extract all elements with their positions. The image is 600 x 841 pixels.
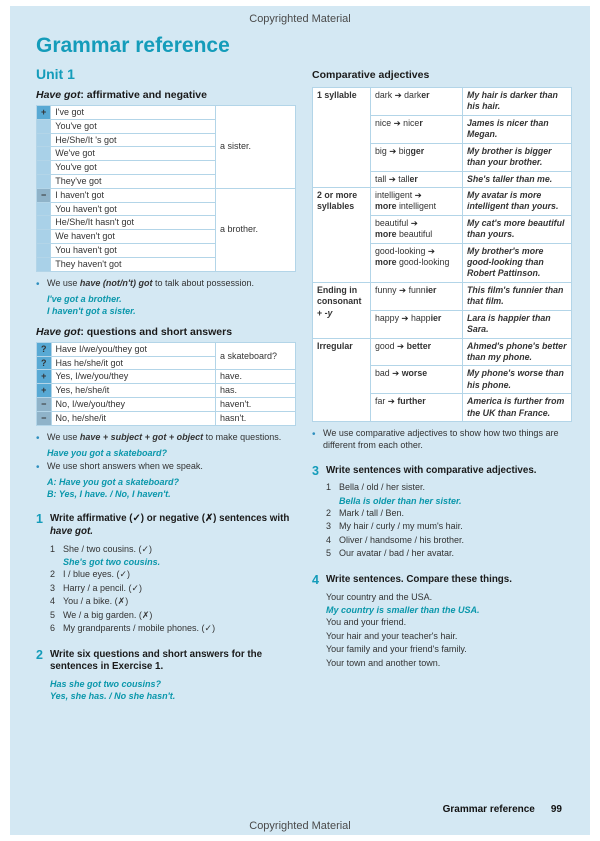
item-text: Oliver / handsome / his brother.: [338, 534, 465, 545]
example-answer: Has she got two cousins?: [49, 679, 161, 690]
form-cell: [371, 243, 463, 282]
comp-part: more: [375, 201, 397, 212]
base-line: [375, 246, 458, 257]
exercise-item: [50, 595, 296, 609]
left-column: [36, 66, 296, 702]
arrow-icon: ➔: [387, 396, 395, 407]
exercise-body: [326, 574, 572, 670]
arrow-icon: ➔: [427, 245, 435, 256]
exercise-number: 1: [36, 512, 43, 527]
table-row: [37, 384, 296, 398]
item-number: 4: [49, 596, 55, 607]
comp-part: funn: [408, 284, 426, 295]
table-row: [313, 282, 572, 310]
pronoun-cell: He/She/It hasn't got: [51, 216, 216, 230]
form-cell: [371, 366, 463, 394]
item-number: 5: [49, 609, 55, 620]
base-adjective: intelligent: [375, 189, 413, 200]
arrow-icon: ➔: [389, 145, 397, 156]
exercise-item: [326, 481, 572, 495]
example-sentence: My cat's more beautiful than yours.: [463, 215, 572, 243]
note-part: have + subject + got + object: [79, 431, 204, 442]
question-marker: ?: [37, 356, 52, 370]
form-cell: [371, 171, 463, 187]
copyright-notice-bottom: Copyrighted Material: [249, 820, 351, 832]
usage-notes: [312, 428, 572, 451]
comp-part: good-looking: [396, 257, 450, 268]
comparative-word: [403, 118, 423, 128]
example-sentence: James is nicer than Megan.: [463, 115, 572, 143]
example-sentence: My brother's more good-looking than Robert Pattinson.: [463, 243, 572, 282]
exercise-title: Write sentences. Compare these things.: [325, 573, 512, 585]
table-row: [313, 88, 572, 116]
minus-marker: −: [37, 398, 52, 412]
note-text: We use short answers when we speak.: [47, 460, 203, 471]
note-text: [47, 278, 254, 291]
marker-band: [37, 230, 51, 244]
example-answer: A: Have you got a skateboard?: [47, 476, 180, 487]
table-row: [37, 342, 296, 356]
exercise-item: [50, 543, 296, 557]
exercise-4: [312, 574, 572, 670]
usage-notes: [36, 278, 296, 291]
exercise-title: Write sentences with comparative adjectives.: [325, 464, 537, 476]
marker-band: [37, 133, 51, 147]
base-adjective: tall: [375, 173, 387, 184]
exercise-title: [50, 513, 296, 538]
phrase-cell: Have I/we/you/they got: [51, 342, 216, 356]
section-heading-questions: [36, 326, 296, 338]
comparative-adjectives-table: [312, 87, 572, 422]
prompt-line: Your country and the USA.: [325, 591, 433, 602]
phrase-cell: Yes, he/she/it: [51, 384, 216, 398]
footer-label: Grammar reference: [442, 804, 535, 815]
page-number: 99: [550, 804, 562, 815]
exercise-3: [312, 465, 572, 561]
exercise-body: [50, 649, 296, 703]
title-part: have got.: [49, 525, 93, 537]
have-got-affirmative-table: [36, 105, 296, 272]
table-row: [37, 106, 296, 120]
item-text: She / two cousins. (✓): [62, 543, 153, 554]
phrase-cell: Has he/she/it got: [51, 356, 216, 370]
prompt-line: Your hair and your teacher's hair.: [325, 630, 458, 641]
object-cell: a sister.: [216, 106, 296, 189]
exercise-body: [50, 513, 296, 636]
example-answer: I haven't got a sister.: [47, 305, 136, 316]
comp-part: more: [375, 229, 397, 240]
comparative-word: [398, 174, 418, 184]
base-adjective: funny: [375, 284, 397, 295]
base-adjective: bad: [375, 368, 390, 379]
marker-band: [37, 257, 51, 271]
item-text: My grandparents / mobile phones. (✓): [62, 623, 216, 634]
heading-part: : questions and short answers: [80, 325, 233, 338]
prompt-line: Your family and your friend's family.: [325, 644, 467, 655]
table-row: [37, 411, 296, 425]
comp-part: er: [421, 90, 430, 100]
example-answer: I've got a brother.: [47, 293, 122, 304]
base-line: [375, 218, 458, 229]
comparative-word: [399, 146, 424, 156]
page-footer: [443, 804, 562, 815]
group-label: 2 or more syllables: [313, 187, 371, 282]
comp-part: ier: [425, 284, 437, 295]
short-answer-cell: haven't.: [216, 398, 296, 412]
comp-part: better: [406, 340, 432, 351]
comp-part: ier: [430, 312, 442, 323]
note-part: We use: [47, 431, 80, 442]
example-sentence: My phone's worse than his phone.: [463, 366, 572, 394]
item-text: We / a big garden. (✗): [62, 609, 153, 620]
form-cell: [371, 143, 463, 171]
marker-band: [37, 202, 51, 216]
object-cell: a skateboard?: [216, 342, 296, 370]
item-number: 3: [325, 521, 331, 532]
item-number: 2: [49, 569, 55, 580]
comp-part: ger: [410, 145, 425, 156]
exercise-item: [50, 609, 296, 623]
example-answer: She's got two cousins.: [62, 557, 161, 568]
item-text: My hair / curly / my mum's hair.: [338, 521, 463, 532]
base-adjective: big: [375, 145, 387, 156]
note-text: [47, 432, 281, 445]
example-answer: Have you got a skateboard?: [47, 447, 168, 458]
arrow-icon: ➔: [401, 312, 409, 323]
exercise-number: 4: [312, 572, 319, 587]
table-row: [313, 187, 572, 215]
label-part: -y: [324, 307, 333, 318]
comp-part: big: [398, 145, 411, 156]
base-adjective: beautiful: [375, 217, 409, 228]
item-number: 3: [49, 582, 55, 593]
comparative-word: [402, 368, 427, 378]
item-text: Bella / old / her sister.: [338, 482, 425, 493]
phrase-cell: No, I/we/you/they: [51, 398, 216, 412]
minus-marker: −: [37, 411, 52, 425]
unit-title: Unit 1: [36, 66, 75, 82]
marker-band: [37, 174, 51, 188]
base-adjective: dark: [375, 90, 393, 100]
arrow-icon: ➔: [388, 173, 396, 184]
item-text: Mark / tall / Ben.: [338, 507, 404, 518]
example-sentence: She's taller than me.: [463, 171, 572, 187]
note-item: [312, 428, 572, 451]
exercise-item: [50, 622, 296, 636]
comparative-word: [375, 229, 458, 240]
pronoun-cell: They haven't got: [51, 257, 216, 271]
right-column: [312, 66, 572, 702]
label-part: Ending in consonant: [317, 284, 362, 307]
arrow-icon: ➔: [394, 90, 402, 100]
usage-notes: [36, 432, 296, 445]
group-label: Irregular: [313, 338, 371, 422]
comparative-word: [411, 313, 441, 323]
phrase-cell: Yes, I/we/you/they: [51, 370, 216, 384]
item-number: 5: [325, 548, 331, 559]
exercise-item: [326, 534, 572, 548]
form-cell: [371, 88, 463, 116]
exercise-item: [50, 582, 296, 596]
pronoun-cell: I've got: [51, 106, 216, 120]
item-number: 1: [49, 543, 55, 554]
phrase-cell: No, he/she/it: [51, 411, 216, 425]
group-label: 1 syllable: [313, 88, 371, 188]
short-answer-cell: has.: [216, 384, 296, 398]
comp-part: more: [375, 257, 397, 268]
arrow-icon: ➔: [398, 284, 407, 295]
comp-part: er: [409, 173, 418, 184]
comp-part: beautiful: [396, 229, 433, 240]
pronoun-cell: You haven't got: [51, 243, 216, 257]
example-answer: B: Yes, I have. / No, I haven't.: [47, 488, 171, 499]
exercise-item: [326, 507, 572, 521]
spacer: [36, 317, 296, 326]
comp-part: r: [419, 117, 423, 128]
arrow-icon: ➔: [392, 368, 400, 379]
plus-marker: +: [37, 370, 52, 384]
heading-part: : affirmative and negative: [80, 89, 207, 101]
comp-part: intelligent: [396, 201, 437, 212]
pronoun-cell: They've got: [51, 174, 216, 188]
section-heading-comparative: Comparative adjectives: [312, 69, 430, 81]
comparative-word: [407, 341, 431, 351]
marker-band: [37, 243, 51, 257]
form-cell: [371, 338, 463, 366]
exercise-title: Write six questions and short answers for the sentences in Exercise 1.: [49, 648, 263, 673]
prompt-line: You and your friend.: [325, 617, 407, 628]
note-item: [36, 278, 296, 291]
group-label: [313, 282, 371, 338]
note-part: have (not/n't) got: [79, 277, 153, 288]
base-adjective: good-looking: [375, 245, 426, 256]
form-cell: [371, 310, 463, 338]
example-sentence: My avatar is more intelligent than yours.: [463, 187, 572, 215]
comparative-word: [375, 201, 458, 212]
note-item: [36, 432, 296, 445]
exercise-number: 3: [312, 463, 319, 478]
form-cell: [371, 394, 463, 422]
object-cell: a brother.: [216, 188, 296, 271]
arrow-icon: ➔: [410, 217, 418, 228]
base-adjective: far: [375, 396, 386, 407]
exercise-item: [326, 520, 572, 534]
have-got-questions-table: [36, 342, 296, 426]
note-item: [36, 461, 296, 474]
item-number: 6: [49, 623, 55, 634]
example-sentence: This film's funnier than that film.: [463, 282, 572, 310]
marker-band: [37, 119, 51, 133]
pronoun-cell: He/She/It 's got: [51, 133, 216, 147]
form-cell: [371, 215, 463, 243]
item-text: I / blue eyes. (✓): [62, 569, 131, 580]
item-text: Our avatar / bad / her avatar.: [338, 548, 455, 559]
comp-part: tall: [398, 173, 410, 184]
pronoun-cell: You haven't got: [51, 202, 216, 216]
arrow-icon: ➔: [397, 340, 405, 351]
title-part: Write affirmative (✓) or negative (✗) sentences with: [49, 513, 290, 525]
plus-marker: +: [37, 384, 52, 398]
example-sentence: My hair is darker than his hair.: [463, 88, 572, 116]
note-part: to talk about possession.: [152, 277, 255, 288]
note-text: We use comparative adjectives to show how two things are different from each other.: [323, 428, 559, 450]
pronoun-cell: We've got: [51, 147, 216, 161]
comp-part: nice: [403, 117, 420, 128]
table-row: [37, 188, 296, 202]
item-text: You / a bike. (✗): [62, 596, 129, 607]
exercise-item: [326, 547, 572, 561]
pronoun-cell: I haven't got: [51, 188, 216, 202]
comp-part: happ: [411, 312, 431, 323]
base-adjective: happy: [375, 312, 399, 323]
example-answer: My country is smaller than the USA.: [325, 605, 480, 616]
example-sentence: America is further from the UK than France.: [463, 394, 572, 422]
comparative-word: [409, 285, 437, 295]
heading-part: Have got: [36, 325, 81, 338]
marker-band: [37, 161, 51, 175]
arrow-icon: ➔: [414, 189, 422, 200]
form-cell: [371, 115, 463, 143]
section-heading-affirmative: [36, 89, 296, 101]
short-answer-cell: hasn't.: [216, 411, 296, 425]
plus-marker: +: [37, 106, 51, 120]
item-text: Harry / a pencil. (✓): [62, 582, 143, 593]
page-title: Grammar reference: [36, 34, 230, 57]
prompt-line: Your town and another town.: [325, 657, 441, 668]
exercise-2: [36, 649, 296, 703]
form-cell: [371, 187, 463, 215]
example-sentence: My brother is bigger than your brother.: [463, 143, 572, 171]
short-answer-cell: have.: [216, 370, 296, 384]
copyright-notice-top: Copyrighted Material: [249, 13, 351, 25]
example-sentence: Lara is happier than Sara.: [463, 310, 572, 338]
bullet-icon: [36, 461, 42, 474]
comp-part: further: [397, 396, 426, 407]
usage-notes: [36, 461, 296, 474]
exercise-body: [326, 465, 572, 561]
pronoun-cell: We haven't got: [51, 230, 216, 244]
table-row: [313, 338, 572, 366]
heading-part: Have got: [36, 89, 81, 101]
table-row: [37, 370, 296, 384]
content-columns: [36, 66, 572, 702]
pronoun-cell: You've got: [51, 119, 216, 133]
exercise-number: 2: [36, 647, 43, 662]
example-answer: Yes, she has. / No she hasn't.: [49, 691, 176, 702]
item-number: 2: [325, 507, 331, 518]
exercise-item: [50, 568, 296, 582]
marker-band: [37, 147, 51, 161]
arrow-icon: ➔: [393, 117, 401, 128]
item-number: 1: [325, 482, 331, 493]
bullet-icon: [36, 278, 42, 291]
note-part: We use: [47, 277, 80, 288]
bullet-icon: [312, 428, 318, 451]
bullet-icon: [36, 432, 42, 445]
minus-marker: −: [37, 188, 51, 202]
comp-part: dark: [404, 90, 422, 100]
table-row: [37, 398, 296, 412]
example-answer: Bella is older than her sister.: [338, 495, 462, 506]
item-number: 4: [325, 534, 331, 545]
base-line: [375, 190, 458, 201]
note-part: to make questions.: [203, 431, 282, 442]
comparative-word: [397, 396, 425, 406]
exercise-1: [36, 513, 296, 636]
comp-part: worse: [401, 368, 428, 379]
base-adjective: nice: [375, 117, 392, 128]
pronoun-cell: You've got: [51, 161, 216, 175]
marker-band: [37, 216, 51, 230]
label-part: +: [317, 307, 325, 318]
comparative-word: [375, 257, 458, 268]
example-sentence: Ahmed's phone's better than my phone.: [463, 338, 572, 366]
comparative-word: [404, 90, 429, 100]
base-adjective: good: [375, 340, 395, 351]
question-marker: ?: [37, 342, 52, 356]
form-cell: [371, 282, 463, 310]
